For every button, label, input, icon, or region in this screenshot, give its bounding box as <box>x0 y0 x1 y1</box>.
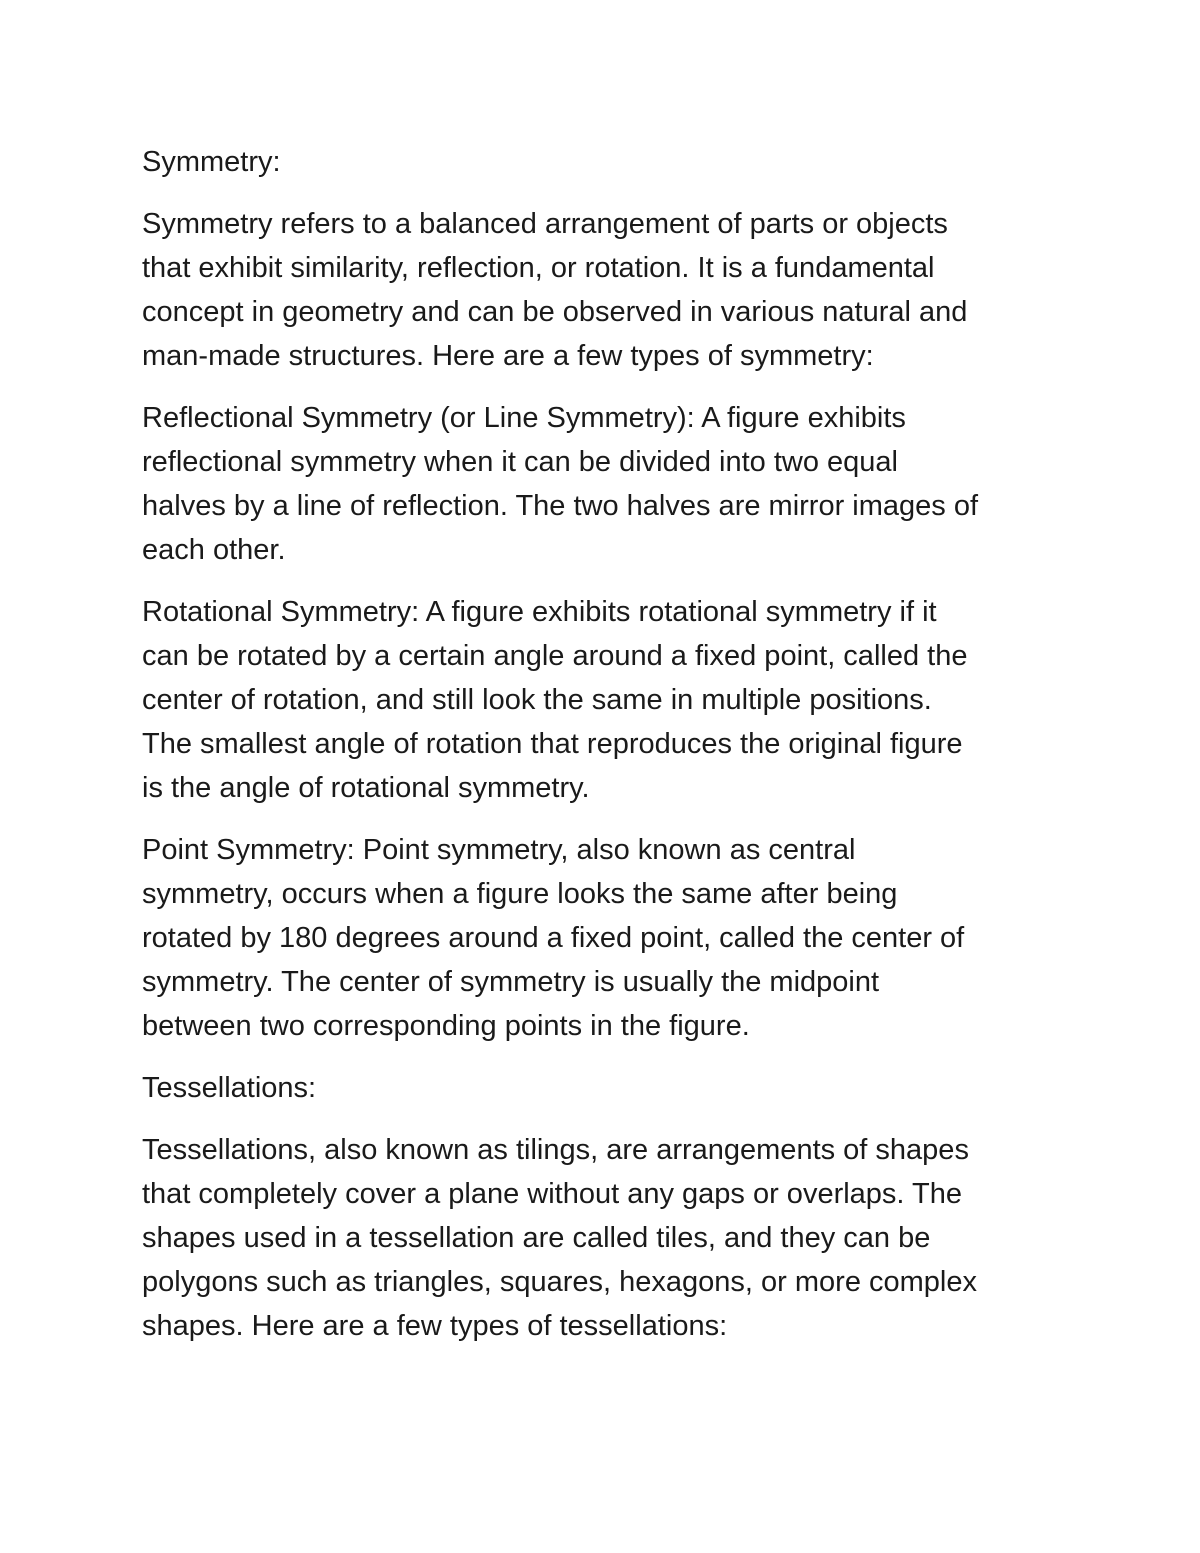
text-line: The smallest angle of rotation that reproduces the original figure <box>142 728 963 760</box>
text-line: Tessellations: <box>142 1072 317 1104</box>
text-line: reflectional symmetry when it can be divided into two equal <box>142 446 898 478</box>
paragraph-point-symmetry <box>142 828 1060 1048</box>
text-line: halves by a line of reflection. The two halves are mirror images of <box>142 490 979 522</box>
text-line: Tessellations, also known as tilings, are arrangements of shapes <box>142 1134 969 1166</box>
text-line: rotated by 180 degrees around a fixed point, called the center of <box>142 922 965 954</box>
text-line: is the angle of rotational symmetry. <box>142 772 590 804</box>
paragraph-symmetry-intro <box>142 202 1060 378</box>
text-line: each other. <box>142 534 286 566</box>
text-line: Symmetry refers to a balanced arrangement of parts or objects <box>142 208 948 240</box>
text-line: Point Symmetry: Point symmetry, also known as central <box>142 834 856 866</box>
paragraph-rotational-symmetry <box>142 590 1060 810</box>
text-line: Rotational Symmetry: A figure exhibits rotational symmetry if it <box>142 596 937 628</box>
text-line: symmetry. The center of symmetry is usually the midpoint <box>142 966 880 998</box>
text-line: symmetry, occurs when a figure looks the same after being <box>142 878 898 910</box>
text-line: that exhibit similarity, reflection, or rotation. It is a fundamental <box>142 252 935 284</box>
text-line: between two corresponding points in the figure. <box>142 1010 750 1042</box>
text-line: concept in geometry and can be observed in various natural and <box>142 296 968 328</box>
text-line: man-made structures. Here are a few types of symmetry: <box>142 340 874 372</box>
text-line: center of rotation, and still look the same in multiple positions. <box>142 684 932 716</box>
text-line: Reflectional Symmetry (or Line Symmetry): A figure exhibits <box>142 402 906 434</box>
text-line: that completely cover a plane without any gaps or overlaps. The <box>142 1178 962 1210</box>
text-line: polygons such as triangles, squares, hexagons, or more complex <box>142 1266 977 1298</box>
heading-tessellations <box>142 1066 1060 1110</box>
text-line: shapes used in a tessellation are called tiles, and they can be <box>142 1222 931 1254</box>
paragraph-tessellations-intro <box>142 1128 1060 1348</box>
text-line: can be rotated by a certain angle around a fixed point, called the <box>142 640 968 672</box>
text-line: Symmetry: <box>142 146 281 178</box>
paragraph-reflectional-symmetry <box>142 396 1060 572</box>
heading-symmetry <box>142 140 1060 184</box>
text-line: shapes. Here are a few types of tessellations: <box>142 1310 728 1342</box>
